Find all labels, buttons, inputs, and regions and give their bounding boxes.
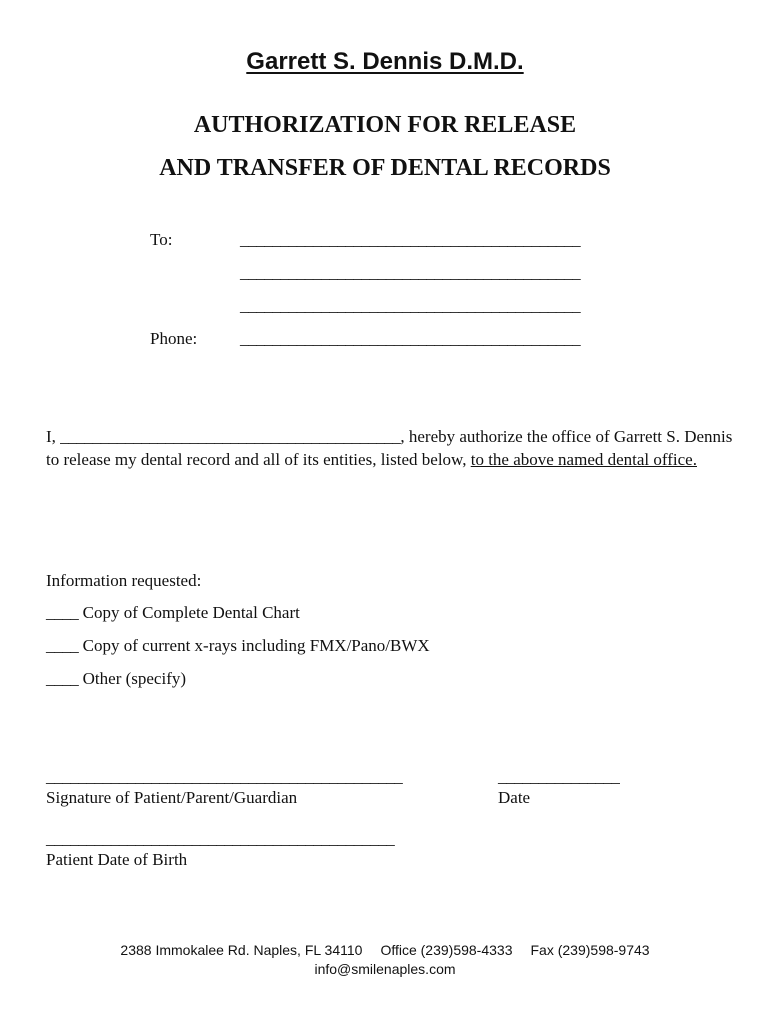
date-label: Date <box>498 788 531 807</box>
info-heading: Information requested: <box>46 571 202 590</box>
doctor-name: Garrett S. Dennis D.M.D. <box>246 48 524 75</box>
info-item-label: Copy of Complete Dental Chart <box>78 603 300 622</box>
to-line-3[interactable]: __________________________________________ <box>240 296 581 315</box>
footer-office-phone: Office (239)598-4333 <box>380 942 513 958</box>
footer-fax: Fax (239)598-9743 <box>530 942 650 958</box>
phone-label: Phone: <box>150 329 198 348</box>
to-line-2[interactable]: __________________________________________ <box>240 263 581 282</box>
info-item-blank[interactable]: ____ <box>46 603 79 622</box>
dob-label: Patient Date of Birth <box>46 850 188 869</box>
to-label: To: <box>150 230 173 249</box>
footer-address: 2388 Immokalee Rd. Naples, FL 34110 <box>120 942 363 958</box>
signature-label: Signature of Patient/Parent/Guardian <box>46 788 298 807</box>
info-item <box>46 636 430 656</box>
signature-line[interactable]: ____________________________________________ <box>46 767 403 786</box>
patient-name-line[interactable]: __________________________________________ <box>60 427 401 446</box>
authorization-underlined-text: to the above named dental office. <box>470 450 697 469</box>
info-item <box>46 603 300 623</box>
phone-line[interactable]: __________________________________________ <box>240 329 581 348</box>
form-title-line-1: AUTHORIZATION FOR RELEASE <box>193 112 577 138</box>
date-line[interactable]: _______________ <box>498 767 620 786</box>
authorization-paragraph <box>46 425 736 471</box>
authorization-prefix: I, <box>46 427 61 446</box>
info-item-label: Other (specify) <box>78 669 187 688</box>
info-item <box>46 669 186 689</box>
form-title-line-2: AND TRANSFER OF DENTAL RECORDS <box>159 155 611 181</box>
info-item-blank[interactable]: ____ <box>46 636 79 655</box>
to-line-1[interactable]: __________________________________________ <box>240 230 581 249</box>
dob-line[interactable]: ___________________________________________ <box>46 829 395 848</box>
info-item-blank[interactable]: ____ <box>46 669 79 688</box>
footer-contact <box>0 942 770 958</box>
info-item-label: Copy of current x-rays including FMX/Pano/BWX <box>78 636 430 655</box>
footer-email[interactable]: info@smilenaples.com <box>314 961 456 977</box>
authorization-text: , hereby authorize the office of Garrett S. Dennis to release my dental record and all of its entities, listed below, <box>46 427 733 469</box>
